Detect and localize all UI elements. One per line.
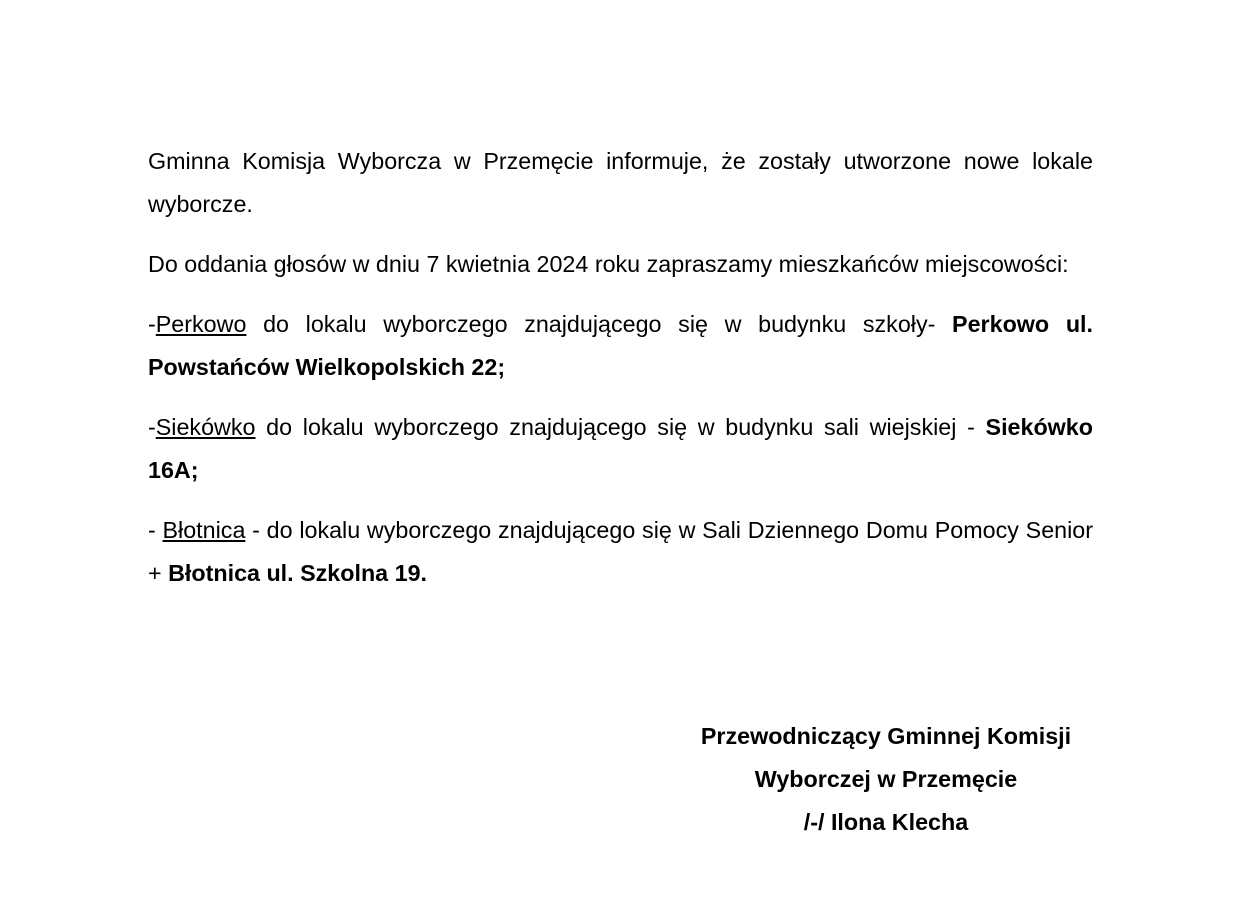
signature-block [668,715,1104,844]
location-village: Siekówko [155,414,256,440]
signature-title-line-2: Wyborczej w Przemęcie [754,766,1018,792]
location-prefix: - [148,311,156,337]
location-village: Błotnica [162,517,246,543]
location-description: do lokalu wyborczego znajdującego się w budynku sali wiejskiej - [255,414,986,440]
location-description: do lokalu wyborczego znajdującego się w budynku szkoły- [246,311,953,337]
notice-body [148,140,1093,612]
signature-name: /-/ Ilona Klecha [803,809,969,835]
location-village: Perkowo [155,311,247,337]
intro-paragraph: Gminna Komisja Wyborcza w Przemęcie informuje, że zostały utworzone nowe lokale wyborcze. [148,148,1093,217]
location-prefix: - [148,414,156,440]
location-item-perkowo [148,303,1093,389]
location-prefix: - [148,517,163,543]
location-item-blotnica [148,509,1093,595]
location-address: Błotnica ul. Szkolna 19. [168,560,427,586]
location-address: Perkowo ul. Powstańców Wielkopolskich 22; [148,311,1093,380]
location-description: - do lokalu wyborczego znajdującego się w Sali Dziennego Domu Pomocy Senior + [148,517,1094,586]
location-item-siekowko [148,406,1093,492]
location-address: Siekówko 16A; [148,414,1093,483]
invitation-paragraph: Do oddania głosów w dniu 7 kwietnia 2024 roku zapraszamy mieszkańców miejscowości: [148,251,1069,277]
signature-title-line-1: Przewodniczący Gminnej Komisji [700,723,1072,749]
